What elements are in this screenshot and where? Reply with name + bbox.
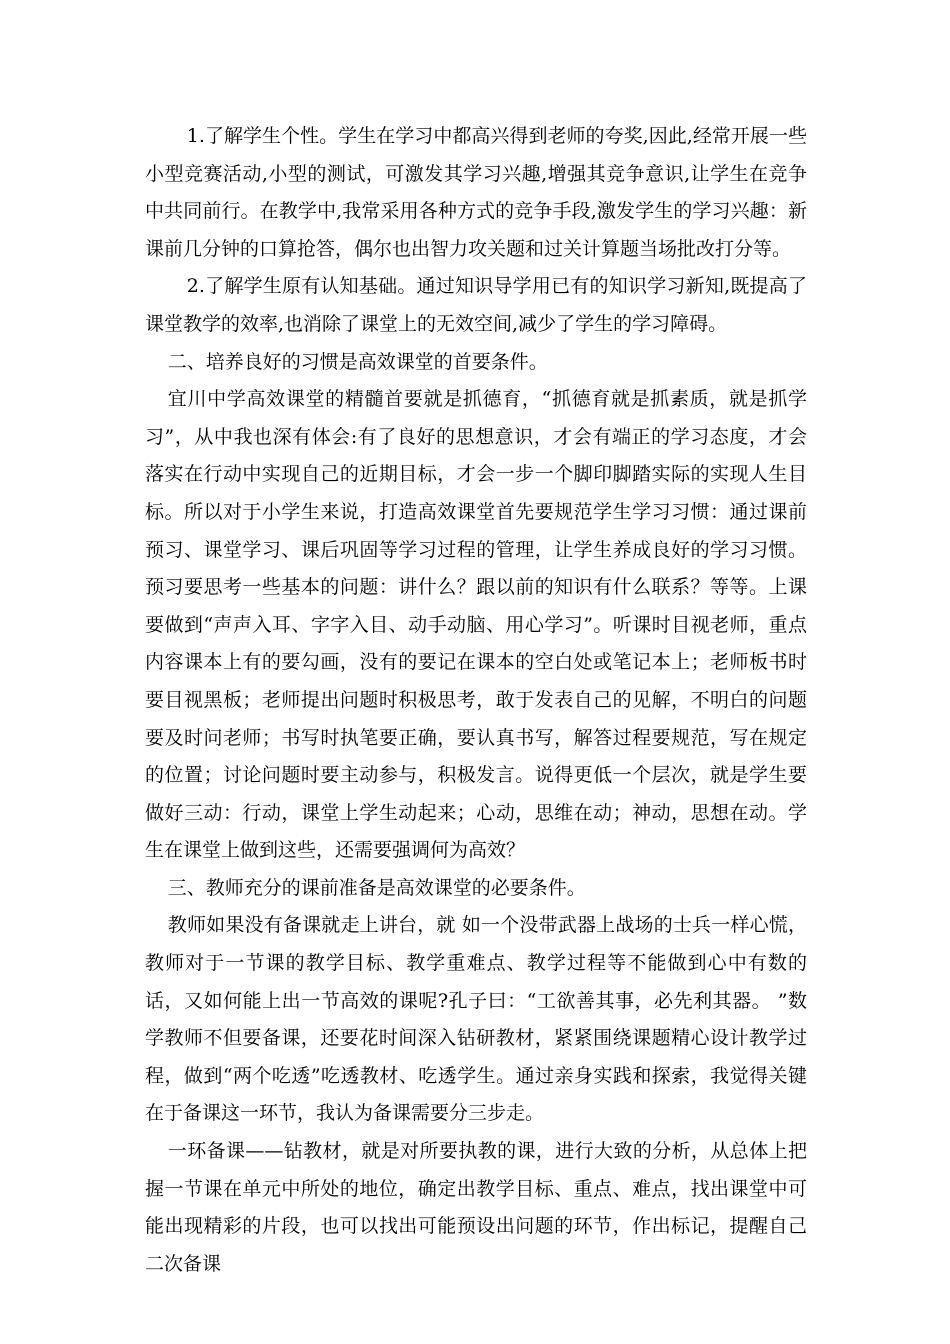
section-heading-good-habits: 二、培养良好的习惯是高效课堂的首要条件。 (167, 350, 548, 373)
paragraph-understand-personality: 1.了解学生个性。学生在学习中都高兴得到老师的夸奖,因此,经常开展一些小型竞赛活动,小型的测试，可激发其学习兴趣,增强其竞争意识,让学生在竞争中共同前行。在教学中,我常采用各种方式的竞争手段,激发学生的学习兴趣：新课前几分钟的口算抢答，偶尔也出智力攻关题和过关计算题当场批改打分等。 (145, 125, 807, 260)
paragraph-good-habits: 宜川中学高效课堂的精髓首要就是抓德育，“抓德育就是抓素质，就是抓学习”，从中我也深有体会:有了良好的思想意识，才会有端正的学习态度，才会落实在行动中实现自己的近期目标，才会一步一个脚印脚踏实际的实现人生目标。所以对于小学生来说，打造高效课堂首先要规范学生学习习惯：通过课前预习、课堂学习、课后巩固等学习过程的管理，让学生养成良好的学习习惯。预习要思考一些基本的问题：讲什么？跟以前的知识有什么联系？等等。上课要做到“声声入耳、字字入目、动手动脑、用心学习”。听课时目视老师，重点内容课本上有的要勾画，没有的要记在课本的空白处或笔记本上；老师板书时要目视黑板；老师提出问题时积极思考，敢于发表自己的见解，不明白的问题要及时问老师；书写时执笔要正确，要认真书写，解答过程要规范，写在规定的位置；讨论问题时要主动参与，积极发言。说得更低一个层次，就是学生要做好三动：行动，课堂上学生动起来；心动，思维在动；神动，思想在动。学生在课堂上做到这些，还需要强调何为高效？ (145, 388, 807, 862)
paragraph-lesson-prep: 教师如果没有备课就走上讲台，就 如一个没带武器上战场的士兵一样心慌，教师对于一节课的教学目标、教学重难点、教学过程等不能做到心中有数的话，又如何能上出一节高效的课呢?孔子曰：“工欲善其事，必先利其器。 ”数学教师不但要备课，还要花时间深入钻研教材，紧紧围绕课题精心设计教学过程，做到“两个吃透”吃透教材、吃透学生。通过亲身实践和探索，我觉得关键在于备课这一环节，我认为备课需要分三步走。 (145, 914, 807, 1125)
paragraph-prior-knowledge: 2.了解学生原有认知基础。通过知识导学用已有的知识学习新知,既提高了课堂教学的效率,也消除了课堂上的无效空间,减少了学生的学习障碍。 (145, 275, 807, 335)
document-body (145, 118, 807, 1283)
section-heading-lesson-prep: 三、教师充分的课前准备是高效课堂的必要条件。 (167, 876, 586, 899)
paragraph-first-prep-step: 一环备课——钻教材，就是对所要执教的课，进行大致的分析，从总体上把握一节课在单元中所处的地位，确定出教学目标、重点、难点，找出课堂中可能出现精彩的片段，也可以找出可能预设出问题的环节，作出标记，提醒自己二次备课 (145, 1140, 807, 1275)
